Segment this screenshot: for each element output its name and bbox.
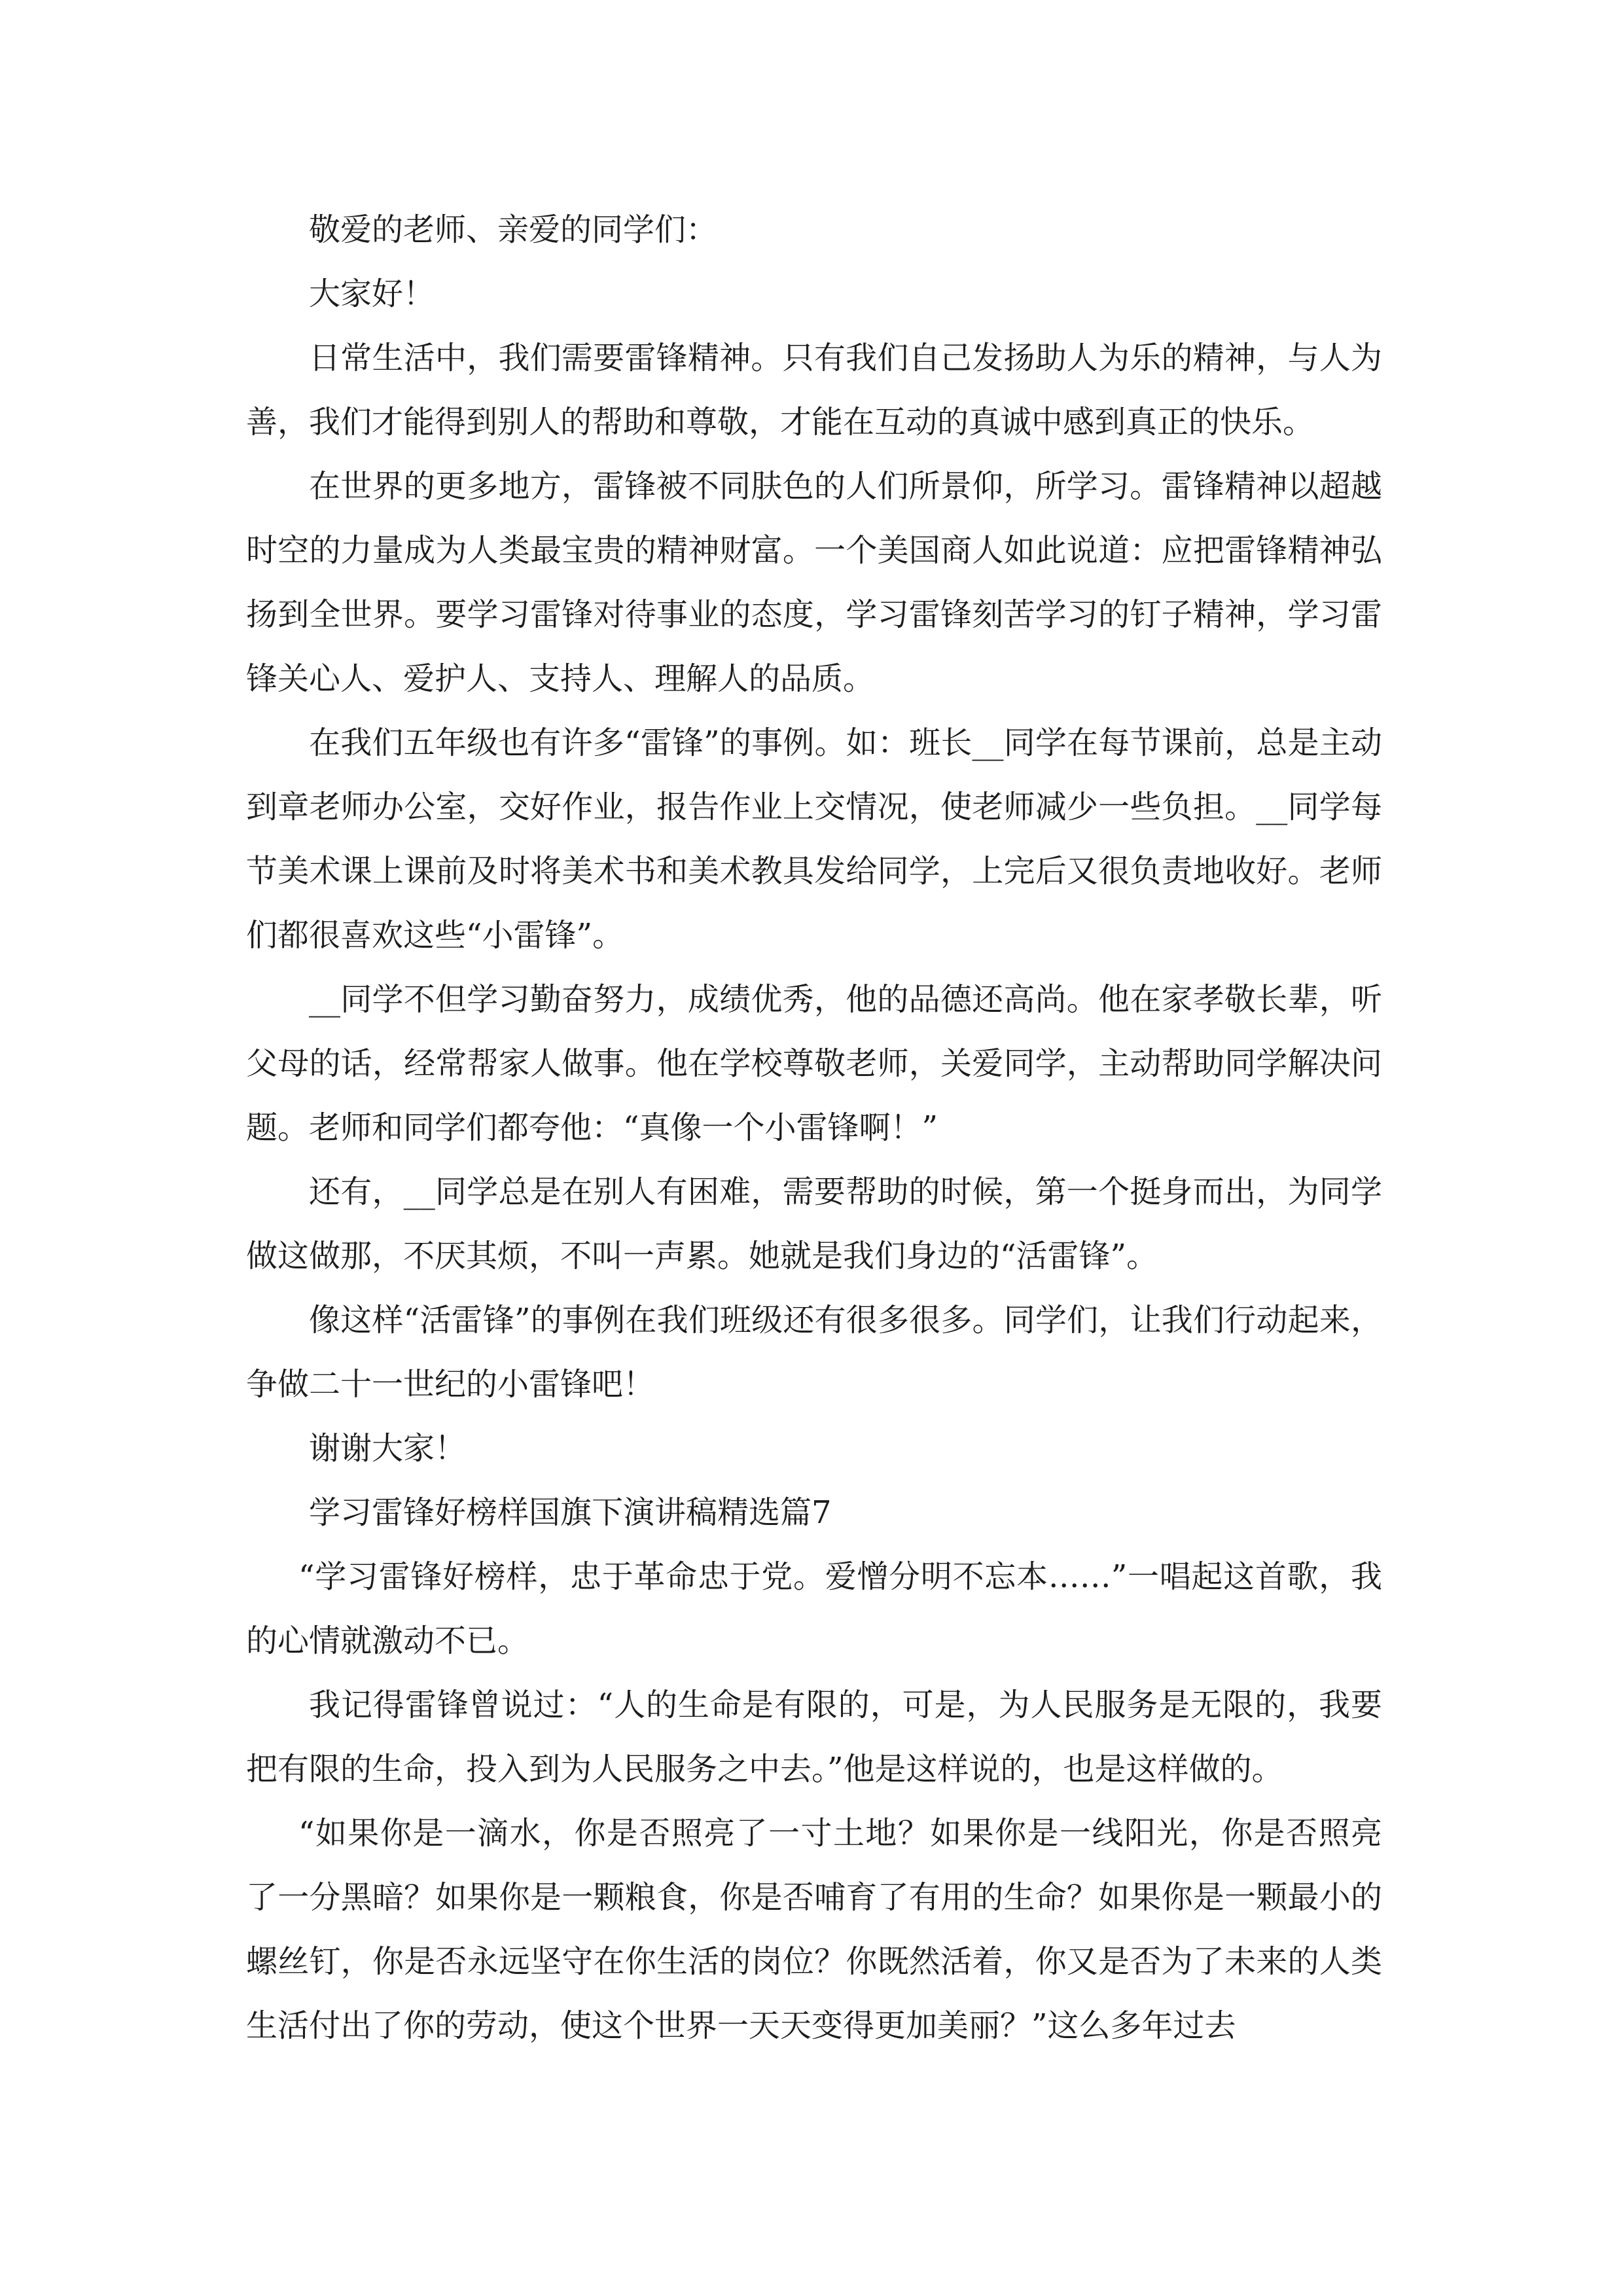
document-body (246, 198, 1382, 2058)
closing: 谢谢大家！ (309, 1430, 467, 1467)
paragraph: 像这样“活雷锋”的事例在我们班级还有很多很多。同学们，让我们行动起来，争做二十一世纪的小雷锋吧！ (246, 1302, 1382, 1403)
salutation: 敬爱的老师、亲爱的同学们： (309, 211, 718, 248)
paragraph: 还有，__同学总是在别人有困难，需要帮助的时候，第一个挺身而出，为同学做这做那，不厌其烦，不叫一声累。她就是我们身边的“活雷锋”。 (246, 1174, 1382, 1274)
paragraph: 我记得雷锋曾说过：“人的生命是有限的，可是，为人民服务是无限的，我要把有限的生命，投入到为人民服务之中去。”他是这样说的，也是这样做的。 (246, 1687, 1382, 1787)
paragraph: “学习雷锋好榜样，忠于革命忠于党。爱憎分明不忘本……”一唱起这首歌，我的心情就激动不已。 (246, 1558, 1382, 1659)
section-title: 学习雷锋好榜样国旗下演讲稿精选篇7 (309, 1494, 832, 1531)
greeting: 大家好！ (309, 276, 435, 312)
paragraph: 日常生活中，我们需要雷锋精神。只有我们自己发扬助人为乐的精神，与人为善，我们才能得到别人的帮助和尊敬，才能在互动的真诚中感到真正的快乐。 (246, 340, 1382, 440)
paragraph: 在世界的更多地方，雷锋被不同肤色的人们所景仰，所学习。雷锋精神以超越时空的力量成为人类最宝贵的精神财富。一个美国商人如此说道：应把雷锋精神弘扬到全世界。要学习雷锋对待事业的态度，学习雷锋刻苦学习的钉子精神，学习雷锋关心人、爱护人、支持人、理解人的品质。 (246, 468, 1382, 697)
paragraph: 在我们五年级也有许多“雷锋”的事例。如：班长__同学在每节课前，总是主动到章老师办公室，交好作业，报告作业上交情况，使老师减少一些负担。__同学每节美术课上课前及时将美术书和美术教具发给同学，上完后又很负责地收好。老师们都很喜欢这些“小雷锋”。 (246, 725, 1382, 954)
paragraph: __同学不但学习勤奋努力，成绩优秀，他的品德还高尚。他在家孝敬长辈，听父母的话，经常帮家人做事。他在学校尊敬老师，关爱同学，主动帮助同学解决问题。老师和同学们都夸他：“真像一个小雷锋啊！” (246, 981, 1382, 1146)
paragraph: “如果你是一滴水，你是否照亮了一寸土地？如果你是一线阳光，你是否照亮了一分黑暗？如果你是一颗粮食，你是否哺育了有用的生命？如果你是一颗最小的螺丝钉，你是否永远坚守在你生活的岗位？你既然活着，你又是否为了未来的人类生活付出了你的劳动，使这个世界一天天变得更加美丽？”这么多年过去 (246, 1815, 1382, 2044)
